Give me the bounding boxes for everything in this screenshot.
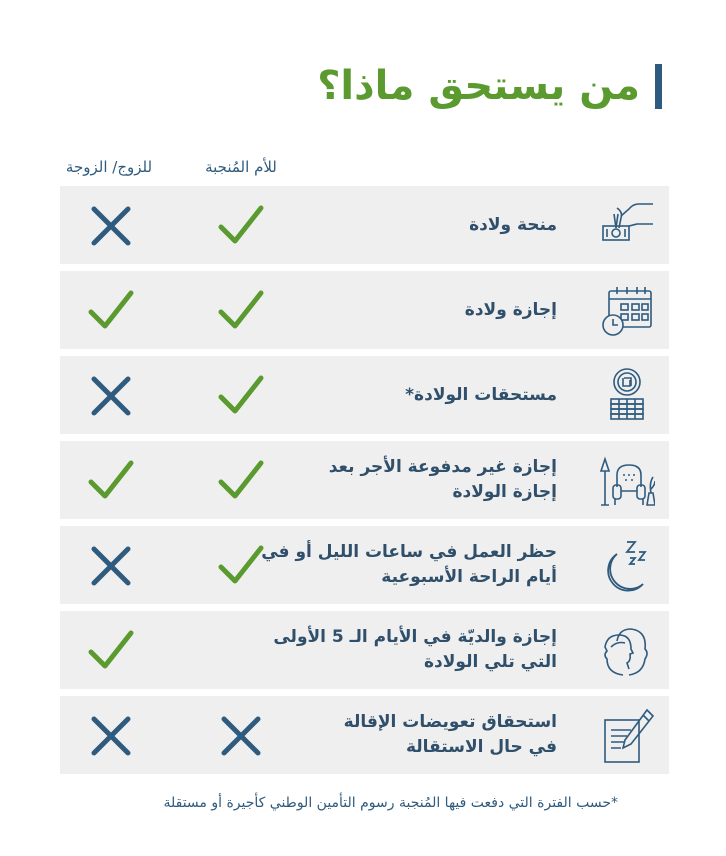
spouse-eligibility-check-icon bbox=[88, 288, 134, 334]
mother-eligibility-check-icon bbox=[218, 543, 264, 589]
mother-eligibility-check-icon bbox=[218, 203, 264, 249]
spouse-eligibility-cross-icon bbox=[88, 373, 134, 419]
benefit-label: إجازة غير مدفوعة الأجر بعد إجازة الولادة bbox=[328, 457, 557, 502]
benefit-row bbox=[60, 611, 669, 689]
mother-eligibility-check-icon bbox=[218, 288, 264, 334]
benefit-label: إجازة ولادة bbox=[464, 299, 557, 320]
calendar-clock-icon bbox=[599, 283, 655, 339]
two-faces-icon bbox=[599, 623, 655, 679]
spouse-eligibility-check-icon bbox=[88, 458, 134, 504]
footnote: *حسب الفترة التي دفعت فيها المُنجبة رسوم التأمين الوطني كأجيرة أو مستقلة bbox=[163, 795, 618, 811]
mother-eligibility-check-icon bbox=[218, 458, 264, 504]
benefit-label: إجازة والديّة في الأيام الـ 5 الأولى التي تلي الولادة bbox=[273, 627, 557, 672]
shekel-coin-stack-icon bbox=[599, 368, 655, 424]
benefit-row bbox=[60, 696, 669, 774]
benefit-label: منحة ولادة bbox=[469, 214, 557, 235]
benefit-row bbox=[60, 186, 669, 264]
benefit-label: مستحقات الولادة* bbox=[405, 384, 557, 405]
column-header-spouse: للزوج/ الزوجة bbox=[65, 158, 153, 176]
spouse-eligibility-cross-icon bbox=[88, 543, 134, 589]
mother-eligibility-check-icon bbox=[218, 373, 264, 419]
grant-hand-money-icon bbox=[599, 198, 655, 254]
spouse-eligibility-cross-icon bbox=[88, 713, 134, 759]
spouse-eligibility-cross-icon bbox=[88, 203, 134, 249]
benefit-row bbox=[60, 441, 669, 519]
armchair-lamp-plant-icon bbox=[599, 453, 655, 509]
column-header-mother: للأم المُنجبة bbox=[205, 158, 277, 176]
spouse-eligibility-check-icon bbox=[88, 628, 134, 674]
page-title: من يستحق ماذا؟ bbox=[317, 63, 640, 109]
title-accent-bar bbox=[655, 64, 662, 109]
mother-eligibility-cross-icon bbox=[218, 713, 264, 759]
benefit-label: حظر العمل في ساعات الليل أو في أيام الراحة الأسبوعية bbox=[261, 542, 557, 587]
benefit-row bbox=[60, 356, 669, 434]
benefit-row bbox=[60, 271, 669, 349]
moon-sleep-icon bbox=[599, 538, 655, 594]
benefit-label: استحقاق تعويضات الإقالة في حال الاستقالة bbox=[343, 712, 557, 757]
document-pencil-icon bbox=[599, 708, 655, 764]
benefit-row bbox=[60, 526, 669, 604]
